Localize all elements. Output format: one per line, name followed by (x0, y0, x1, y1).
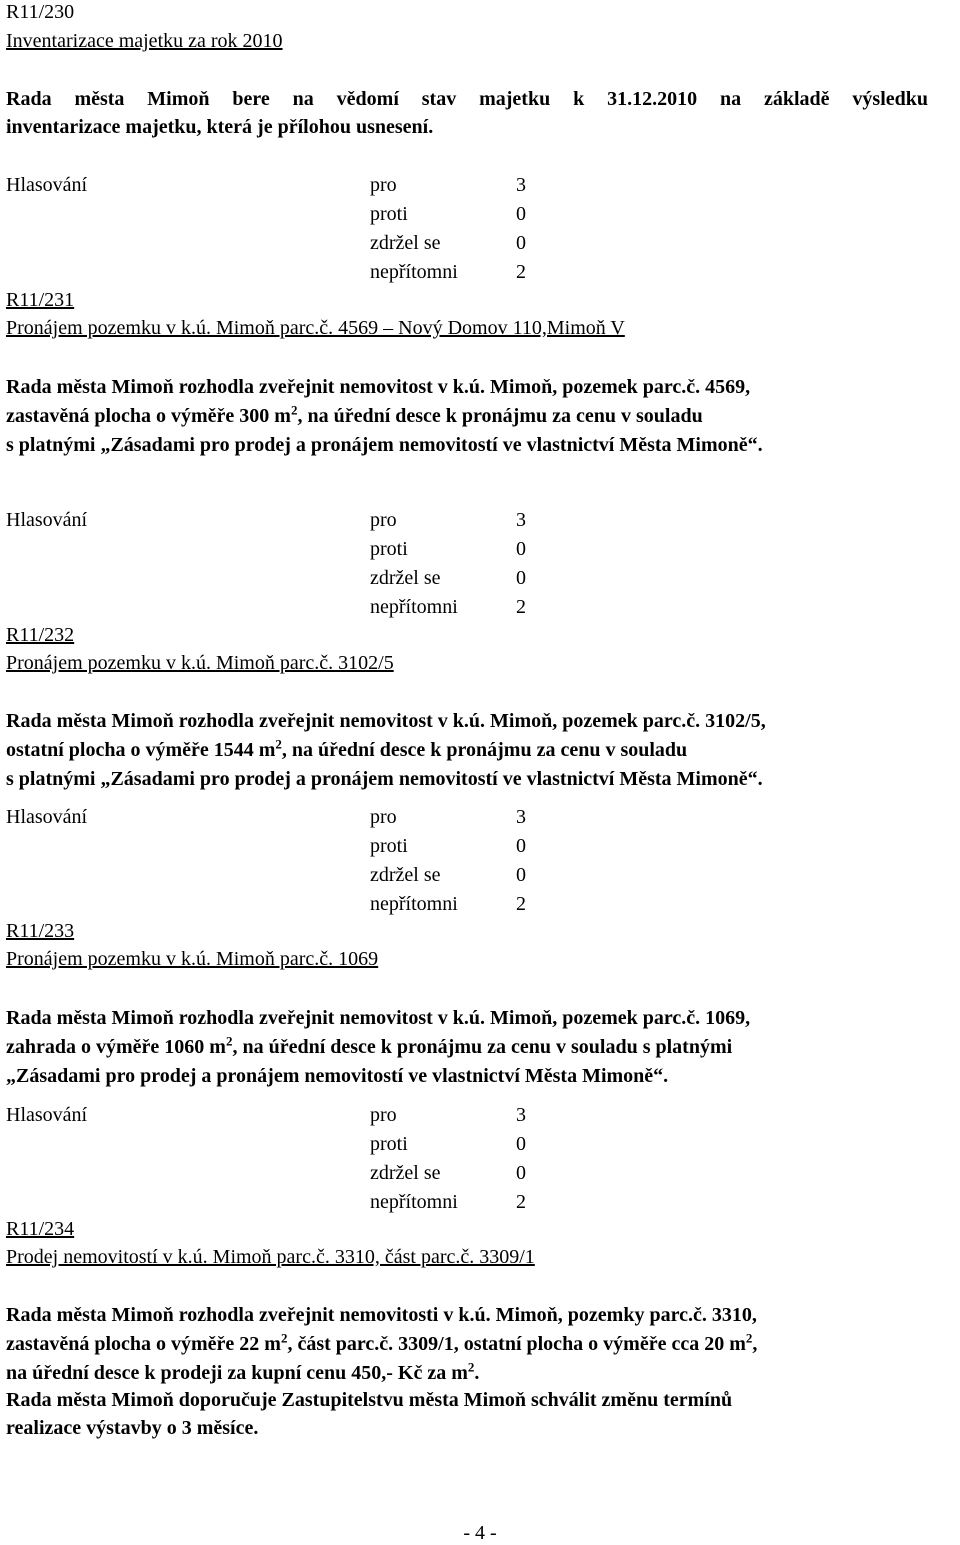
resolution-number: R11/234 (6, 1218, 75, 1240)
vote-pro-value: 3 (516, 1104, 526, 1126)
vote-nepritomni-label: nepřítomni (370, 261, 458, 283)
resolution-text: inventarizace majetku, která je přílohou usnesení. (6, 116, 434, 138)
vote-heading: Hlasování (6, 509, 88, 531)
resolution-title: Prodej nemovitostí v k.ú. Mimoň parc.č. 3310, část parc.č. 3309/1 (6, 1246, 535, 1268)
resolution-text: Rada města Mimoň rozhodla zveřejnit nemovitost v k.ú. Mimoň, pozemek parc.č. 1069, (6, 1007, 751, 1029)
resolution-number: R11/230 (6, 1, 75, 23)
vote-pro-value: 3 (516, 174, 526, 196)
vote-zdrzel-value: 0 (516, 232, 526, 254)
vote-pro-label: pro (370, 174, 397, 196)
resolution-number: R11/231 (6, 289, 75, 311)
vote-proti-label: proti (370, 1133, 408, 1155)
vote-proti-label: proti (370, 835, 408, 857)
resolution-text: Rada města Mimoň doporučuje Zastupitelstvu města Mimoň schválit změnu termínů (6, 1389, 733, 1411)
resolution-text: zahrada o výměře 1060 $m^2$, na úřední desce k pronájmu za cenu v souladu s platnými (6, 1033, 733, 1058)
vote-nepritomni-label: nepřítomni (370, 893, 458, 915)
resolution-title: Pronájem pozemku v k.ú. Mimoň parc.č. 1069 (6, 948, 379, 970)
resolution-text: zastavěná plocha o výměře 22 $m^2$, část parc.č. 3309/1, ostatní plocha o výměře cca 20 $m^2$, (6, 1330, 758, 1355)
resolution-text: Rada města Mimoň rozhodla zveřejnit nemovitost v k.ú. Mimoň, pozemek parc.č. 3102/5, (6, 710, 766, 732)
resolution-text: ostatní plocha o výměře 1544 $m^2$, na úřední desce k pronájmu za cenu v souladu (6, 736, 688, 761)
vote-proti-value: 0 (516, 835, 526, 857)
vote-zdrzel-label: zdržel se (370, 567, 441, 589)
vote-block (0, 1103, 960, 1219)
resolution-text: realizace výstavby o 3 měsíce. (6, 1417, 259, 1439)
vote-proti-value: 0 (516, 538, 526, 560)
vote-heading: Hlasování (6, 806, 88, 828)
vote-pro-label: pro (370, 1104, 397, 1126)
resolution-text: s platnými „Zásadami pro prodej a pronájem nemovitostí ve vlastnictví Města Mimoně“. (6, 768, 763, 790)
vote-nepritomni-value: 2 (516, 893, 526, 915)
resolution-text: Rada města Mimoň rozhodla zveřejnit nemovitosti v k.ú. Mimoň, pozemky parc.č. 3310, (6, 1304, 757, 1326)
vote-pro-value: 3 (516, 509, 526, 531)
vote-zdrzel-label: zdržel se (370, 864, 441, 886)
vote-nepritomni-label: nepřítomni (370, 596, 458, 618)
vote-heading: Hlasování (6, 174, 88, 196)
vote-proti-value: 0 (516, 203, 526, 225)
resolution-text: „Zásadami pro prodej a pronájem nemovitostí ve vlastnictví Města Mimoně“. (6, 1065, 669, 1087)
vote-zdrzel-value: 0 (516, 567, 526, 589)
resolution-text: na úřední desce k prodeji za kupní cenu 450,- Kč za $m^2$. (6, 1359, 480, 1384)
vote-pro-label: pro (370, 806, 397, 828)
vote-zdrzel-label: zdržel se (370, 1162, 441, 1184)
vote-proti-label: proti (370, 203, 408, 225)
vote-nepritomni-value: 2 (516, 596, 526, 618)
vote-proti-value: 0 (516, 1133, 526, 1155)
resolution-title: Pronájem pozemku v k.ú. Mimoň parc.č. 3102/5 (6, 652, 394, 674)
vote-zdrzel-label: zdržel se (370, 232, 441, 254)
vote-zdrzel-value: 0 (516, 864, 526, 886)
vote-pro-label: pro (370, 509, 397, 531)
resolution-number: R11/233 (6, 920, 75, 942)
vote-zdrzel-value: 0 (516, 1162, 526, 1184)
page-number: - 4 - (463, 1522, 497, 1544)
vote-proti-label: proti (370, 538, 408, 560)
vote-nepritomni-label: nepřítomni (370, 1191, 458, 1213)
vote-block (0, 173, 960, 289)
vote-block (0, 805, 960, 921)
resolution-number: R11/232 (6, 624, 75, 646)
vote-nepritomni-value: 2 (516, 1191, 526, 1213)
vote-heading: Hlasování (6, 1104, 88, 1126)
resolution-title: Inventarizace majetku za rok 2010 (6, 30, 283, 52)
resolution-text: Rada města Mimoň bere na vědomí stav majetku k 31.12.2010 na základě výsledku (6, 88, 928, 110)
vote-nepritomni-value: 2 (516, 261, 526, 283)
vote-pro-value: 3 (516, 806, 526, 828)
vote-block (0, 508, 960, 624)
resolution-title: Pronájem pozemku v k.ú. Mimoň parc.č. 4569 – Nový Domov 110,Mimoň V (6, 317, 625, 339)
resolution-text: zastavěná plocha o výměře 300 $m^2$, na úřední desce k pronájmu za cenu v souladu (6, 402, 703, 427)
resolution-text: Rada města Mimoň rozhodla zveřejnit nemovitost v k.ú. Mimoň, pozemek parc.č. 4569, (6, 376, 751, 398)
resolution-text: s platnými „Zásadami pro prodej a pronájem nemovitostí ve vlastnictví Města Mimoně“. (6, 434, 763, 456)
